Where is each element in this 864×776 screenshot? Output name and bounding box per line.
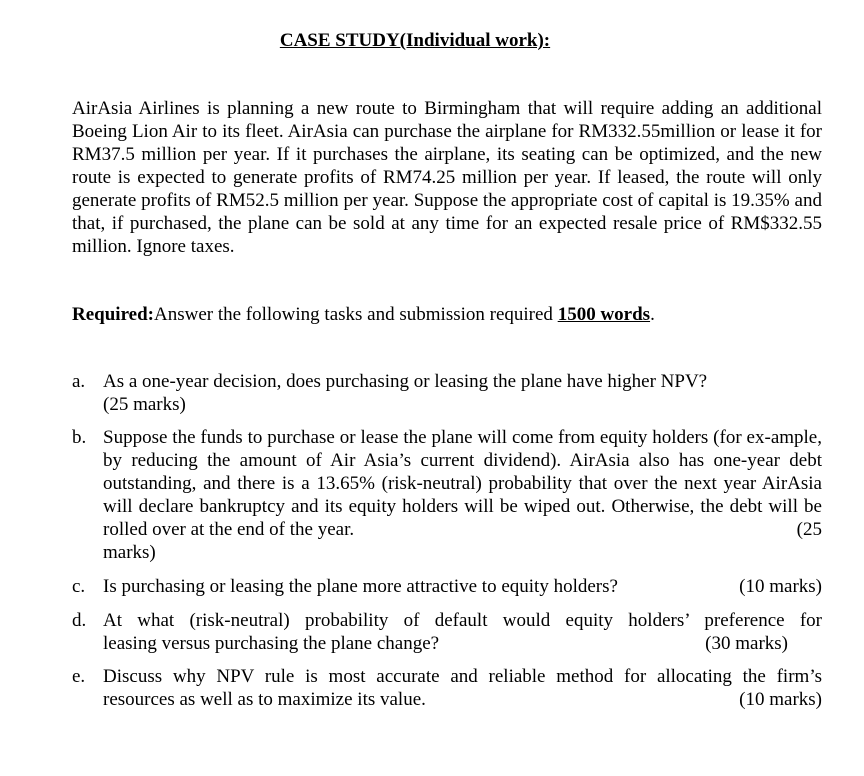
page-title: CASE STUDY(Individual work): xyxy=(279,30,551,51)
task-c xyxy=(72,575,822,598)
task-text: Discuss why NPV rule is most accurate and reliable method for allocating the firm’s xyxy=(103,666,822,687)
task-letter: e. xyxy=(72,666,86,687)
case-paragraph: AirAsia Airlines is planning a new route to Birmingham that will require adding an additional Boeing Lion Air to its fleet. AirAsia can purchase the airplane for RM332.55million or lease it for RM37.5 million per year. If it purchases the airplane, its seating can be optimized, and the new route is expected to generate profits of RM74.25 million per year. If leased, the route will only generate profits of RM52.5 million per year. Suppose the appropriate cost of capital is 19.35% and that, if purchased, the plane can be sold at any time for an expected resale price of RM$332.55 million. Ignore taxes. xyxy=(72,98,822,257)
task-marks: (10 marks) xyxy=(739,576,822,597)
task-marks-cont: marks) xyxy=(103,542,156,563)
task-marks: (25 xyxy=(796,519,822,540)
task-letter: d. xyxy=(72,610,87,631)
required-label: Required: xyxy=(72,304,154,325)
required-text: Answer the following tasks and submission required xyxy=(153,304,558,325)
task-a xyxy=(72,370,822,416)
task-marks: (30 marks) xyxy=(705,633,788,654)
task-text: Suppose the funds to purchase or lease the plane will come from equity holders (for ex-ample, by reducing the amount of Air Asia’s current dividend). AirAsia also has one-year debt outstanding, and there is a 13.65% (risk-neutral) probability that over the next year AirAsia will declare bankruptcy and its equity holders will be wiped out. Otherwise, the debt will be rolled over at the end of the year. xyxy=(103,427,822,540)
task-e xyxy=(72,665,822,711)
task-b xyxy=(72,426,822,564)
task-text-cont: resources as well as to maximize its value. xyxy=(103,689,426,710)
task-text: At what (risk-neutral) probability of default would equity holders’ preference for xyxy=(103,610,822,631)
task-letter: b. xyxy=(72,427,87,448)
word-count: 1500 words xyxy=(557,304,651,325)
required-line xyxy=(72,303,832,326)
task-d xyxy=(72,609,822,655)
task-letter: a. xyxy=(72,371,86,392)
required-end: . xyxy=(650,304,655,325)
task-text: Is purchasing or leasing the plane more attractive to equity holders? xyxy=(103,576,618,597)
task-marks: (25 marks) xyxy=(103,394,186,415)
task-letter: c. xyxy=(72,576,86,597)
task-text-cont: leasing versus purchasing the plane change? xyxy=(103,633,440,654)
task-text: As a one-year decision, does purchasing or leasing the plane have higher NPV? xyxy=(103,371,708,392)
task-marks: (10 marks) xyxy=(739,689,822,710)
